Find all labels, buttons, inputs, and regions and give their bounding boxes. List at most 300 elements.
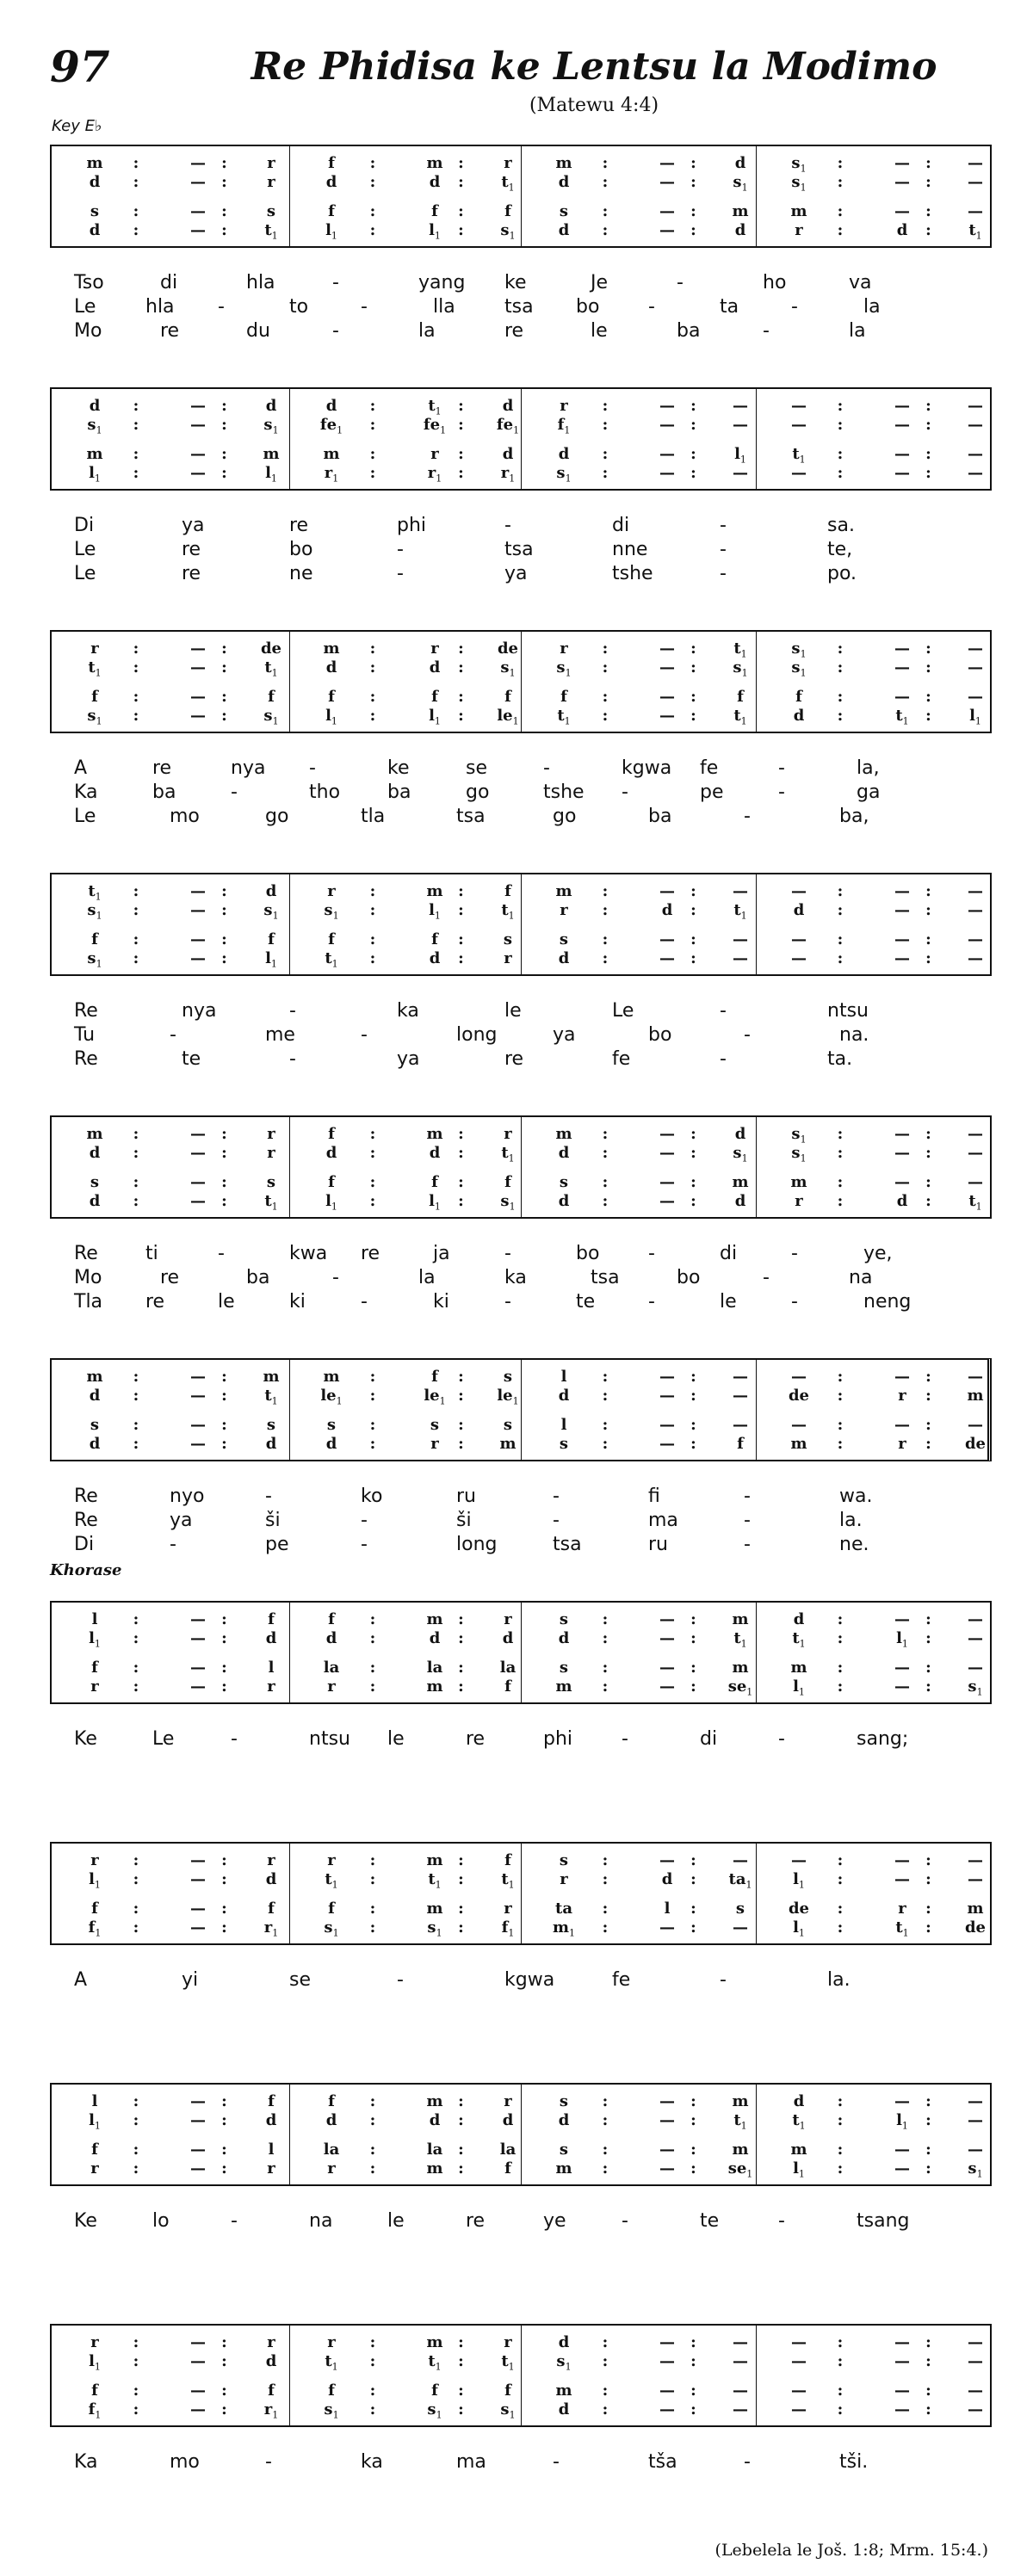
note-cell: —	[894, 1677, 910, 1696]
beat-separator: :	[221, 882, 227, 900]
beat-separator: :	[925, 901, 931, 919]
beat-separator: :	[458, 2111, 464, 2129]
beat-separator: :	[690, 949, 696, 967]
note-cell: s	[90, 1416, 100, 1434]
beat-separator: :	[690, 1387, 696, 1405]
lyric-syllable: tsa	[504, 539, 534, 560]
lyric-syllable: ti	[145, 1243, 158, 1264]
lyric-line	[50, 515, 992, 539]
note-cell: —	[894, 2333, 910, 2351]
lyric-syllable: -	[791, 1291, 798, 1313]
beat-separator: :	[133, 2400, 139, 2418]
beat-separator: :	[369, 1144, 376, 1162]
note-cell: f	[431, 930, 438, 948]
lyric-syllable: ba,	[839, 806, 869, 827]
note-cell: $t_1$	[895, 707, 909, 727]
lyric-syllable: Re	[74, 1486, 98, 1507]
lyric-syllable: A	[74, 1969, 88, 1991]
lyric-syllable: fe	[612, 1969, 631, 1991]
beat-separator: :	[133, 707, 139, 725]
beat-separator: :	[925, 2400, 931, 2418]
lyric-syllable: tša	[648, 2451, 677, 2473]
beat-separator: :	[925, 2352, 931, 2370]
note-cell: $s_1$	[733, 173, 748, 194]
note-cell: d	[325, 397, 337, 415]
beat-separator: :	[458, 901, 464, 919]
note-cell: —	[968, 1173, 983, 1191]
note-cell: f	[268, 1900, 275, 1918]
note-cell: m	[732, 2140, 749, 2159]
note-cell: la	[426, 2140, 443, 2159]
beat-separator: :	[690, 1192, 696, 1210]
lyric-syllable: se	[466, 757, 487, 779]
note-cell: d	[429, 173, 441, 191]
beat-separator: :	[369, 1659, 376, 1677]
lyric-syllable: Ka	[74, 781, 98, 803]
lyric-syllable: ka	[397, 1000, 419, 1022]
lyric-syllable: mo	[170, 2451, 200, 2473]
note-cell: —	[190, 1416, 206, 1434]
note-cell: r	[560, 901, 568, 919]
note-cell: —	[733, 2381, 748, 2400]
note-cell: f	[328, 154, 335, 172]
note-cell: $fe_1$	[319, 416, 343, 436]
beat-separator: :	[221, 154, 227, 172]
lyric-syllable: ki	[289, 1291, 306, 1313]
lyric-syllable: -	[218, 296, 225, 318]
beat-separator: :	[133, 416, 139, 434]
note-cell: —	[894, 154, 910, 172]
note-cell: m	[426, 1851, 443, 1869]
lyric-syllable: tshe	[543, 781, 585, 803]
note-cell: m	[86, 154, 103, 172]
lyric-syllable: -	[648, 1243, 655, 1264]
note-cell: s	[90, 1173, 100, 1191]
note-cell: —	[659, 1144, 675, 1162]
lyrics-block	[50, 272, 992, 344]
lyric-syllable: Le	[74, 539, 96, 560]
lyric-syllable: hla	[145, 296, 175, 318]
note-cell: —	[659, 202, 675, 220]
lyric-syllable: ke	[387, 757, 410, 779]
lyric-syllable: me	[265, 1024, 295, 1046]
note-cell: f	[431, 688, 438, 706]
note-cell: —	[791, 930, 807, 948]
note-cell: —	[659, 639, 675, 658]
beat-separator: :	[458, 930, 464, 948]
note-cell: f	[268, 2092, 275, 2110]
note-cell: —	[190, 397, 206, 415]
beat-separator: :	[221, 2092, 227, 2110]
note-cell: —	[190, 416, 206, 434]
note-cell: —	[659, 154, 675, 172]
note-cell: m	[790, 1435, 807, 1453]
note-cell: —	[190, 1173, 206, 1191]
beat-separator: :	[458, 1629, 464, 1647]
note-cell: r	[267, 173, 275, 191]
beat-separator: :	[133, 882, 139, 900]
lyric-syllable: -	[231, 2210, 238, 2232]
beat-separator: :	[837, 464, 844, 482]
beat-separator: :	[925, 2159, 931, 2178]
note-cell: —	[190, 1144, 206, 1162]
note-cell: —	[659, 1610, 675, 1628]
note-cell: —	[659, 1851, 675, 1869]
lyric-syllable: -	[231, 1728, 238, 1750]
note-cell: $r_1$	[263, 1918, 279, 1939]
note-cell: $s_1$	[500, 1192, 516, 1213]
note-cell: $l_1$	[793, 2159, 805, 2180]
beat-separator: :	[458, 2381, 464, 2400]
lyric-syllable: re	[160, 1267, 180, 1288]
lyric-syllable: fe	[700, 757, 719, 779]
note-cell: d	[793, 2092, 805, 2110]
beat-separator: :	[602, 1416, 609, 1434]
note-cell: —	[733, 2400, 748, 2418]
lyrics-block	[50, 1969, 992, 1993]
beat-separator: :	[221, 1144, 227, 1162]
note-cell: s	[559, 1435, 569, 1453]
beat-separator: :	[925, 688, 931, 706]
note-cell: —	[968, 639, 983, 658]
beat-separator: :	[133, 445, 139, 463]
beat-separator: :	[369, 2140, 376, 2159]
note-cell: l	[664, 1900, 671, 1918]
note-cell: —	[190, 1851, 206, 1869]
beat-separator: :	[458, 1416, 464, 1434]
lyric-syllable: re	[160, 320, 180, 342]
lyric-syllable: fe	[612, 1048, 631, 1070]
note-cell: —	[190, 2092, 206, 2110]
beat-separator: :	[221, 2140, 227, 2159]
note-cell: s	[503, 1368, 513, 1386]
lyric-syllable: ko	[361, 1486, 383, 1507]
beat-separator: :	[602, 221, 609, 239]
beat-separator: :	[925, 2140, 931, 2159]
note-cell: d	[502, 445, 514, 463]
beat-separator: :	[690, 1125, 696, 1143]
note-cell: $l_1$	[793, 1677, 805, 1698]
beat-separator: :	[221, 901, 227, 919]
beat-separator: :	[837, 1192, 844, 1210]
note-cell: r	[267, 2333, 275, 2351]
note-cell: $l_1$	[896, 1629, 908, 1650]
beat-separator: :	[690, 1851, 696, 1869]
note-cell: d	[502, 2111, 514, 2129]
note-cell: m	[790, 202, 807, 220]
beat-separator: :	[221, 639, 227, 658]
note-cell: d	[558, 2333, 570, 2351]
beat-separator: :	[837, 688, 844, 706]
note-cell: f	[504, 2159, 511, 2178]
lyric-syllable: bo	[289, 539, 313, 560]
lyric-syllable: -	[553, 2451, 560, 2473]
note-cell: d	[265, 2111, 277, 2129]
note-cell: d	[558, 1387, 570, 1405]
note-cell: f	[431, 1368, 438, 1386]
lyric-line	[50, 539, 992, 563]
note-cell: r	[898, 1435, 906, 1453]
note-cell: d	[558, 173, 570, 191]
beat-separator: :	[602, 1387, 609, 1405]
note-cell: —	[190, 1125, 206, 1143]
beat-separator: :	[369, 1900, 376, 1918]
beat-separator: :	[690, 882, 696, 900]
note-cell: d	[89, 1192, 101, 1210]
note-cell: $t_1$	[733, 639, 747, 660]
note-cell: —	[659, 1387, 675, 1405]
lyric-syllable: phi	[543, 1728, 573, 1750]
note-cell: d	[558, 1192, 570, 1210]
note-cell: s	[559, 2092, 569, 2110]
note-cell: —	[190, 2333, 206, 2351]
lyric-syllable: ba	[246, 1267, 270, 1288]
lyric-syllable: la.	[839, 1510, 863, 1531]
beat-separator: :	[458, 1144, 464, 1162]
note-cell: la	[426, 1659, 443, 1677]
note-cell: d	[558, 221, 570, 239]
lyric-syllable: du	[246, 320, 270, 342]
hymn-header	[0, 0, 1033, 135]
lyric-syllable: yi	[182, 1969, 199, 1991]
lyric-syllable: Ke	[74, 2210, 97, 2232]
lyric-syllable: ba	[677, 320, 701, 342]
note-cell: $s_1$	[324, 1918, 339, 1939]
note-cell: —	[659, 1677, 675, 1696]
note-cell: m	[732, 202, 749, 220]
note-cell: $t_1$	[501, 173, 515, 194]
note-cell: r	[504, 154, 512, 172]
lyric-syllable: lla	[433, 296, 455, 318]
beat-separator: :	[602, 2159, 609, 2178]
note-cell: —	[659, 1918, 675, 1937]
beat-separator: :	[925, 882, 931, 900]
note-cell: —	[968, 464, 983, 482]
note-cell: —	[659, 2400, 675, 2418]
lyric-line	[50, 1000, 992, 1024]
beat-separator: :	[369, 1851, 376, 1869]
beat-separator: :	[837, 173, 844, 191]
note-cell: —	[968, 445, 983, 463]
beat-separator: :	[369, 1125, 376, 1143]
note-cell: f	[504, 2381, 511, 2400]
lyric-line	[50, 320, 992, 344]
note-cell: —	[968, 901, 983, 919]
lyric-syllable: -	[744, 1486, 751, 1507]
stanza-block	[50, 1358, 992, 1558]
note-cell: f	[328, 930, 335, 948]
beat-separator: :	[369, 2400, 376, 2418]
lyric-line	[50, 272, 992, 296]
beat-separator: :	[690, 464, 696, 482]
note-cell: f	[328, 1900, 335, 1918]
lyric-syllable: tsa	[591, 1267, 620, 1288]
lyric-syllable: -	[504, 1291, 511, 1313]
beat-separator: :	[458, 2140, 464, 2159]
beat-separator: :	[133, 397, 139, 415]
note-cell: d	[265, 2352, 277, 2370]
beat-separator: :	[925, 416, 931, 434]
note-cell: m	[263, 1368, 280, 1386]
beat-separator: :	[925, 154, 931, 172]
lyric-line	[50, 1486, 992, 1510]
beat-separator: :	[602, 2140, 609, 2159]
beat-separator: :	[837, 658, 844, 676]
note-cell: $ta_1$	[728, 1870, 752, 1891]
lyric-syllable: -	[309, 757, 316, 779]
note-cell: f	[91, 930, 98, 948]
note-cell: d	[793, 707, 805, 725]
note-cell: $t_1$	[501, 2352, 515, 2373]
beat-separator: :	[837, 154, 844, 172]
lyrics-block	[50, 757, 992, 830]
beat-separator: :	[602, 1125, 609, 1143]
beat-separator: :	[458, 2352, 464, 2370]
note-cell: $s_1$	[500, 2400, 516, 2421]
lyric-syllable: Ke	[74, 1728, 97, 1750]
note-cell: d	[734, 154, 746, 172]
lyric-syllable: -	[332, 320, 339, 342]
beat-separator: :	[925, 173, 931, 191]
note-cell: r	[430, 639, 439, 658]
note-cell: —	[190, 1918, 206, 1937]
beat-separator: :	[458, 639, 464, 658]
beat-separator: :	[602, 882, 609, 900]
beat-separator: :	[133, 1870, 139, 1888]
beat-separator: :	[837, 2092, 844, 2110]
note-cell: $se_1$	[727, 2159, 753, 2180]
lyric-syllable: ka	[361, 2451, 383, 2473]
note-cell: de	[788, 1900, 810, 1918]
beat-separator: :	[690, 688, 696, 706]
beat-separator: :	[837, 2400, 844, 2418]
note-cell: —	[733, 1851, 748, 1869]
note-cell: $t_1$	[428, 397, 442, 417]
note-cell: —	[968, 2352, 983, 2370]
lyric-syllable: la	[418, 320, 436, 342]
note-cell: f	[795, 688, 802, 706]
beat-separator: :	[602, 639, 609, 658]
lyrics-block	[50, 1486, 992, 1558]
note-cell: $s_1$	[87, 416, 102, 436]
lyric-syllable: go	[466, 781, 490, 803]
solfa-score	[50, 2324, 992, 2427]
note-cell: d	[325, 1629, 337, 1647]
lyric-syllable: -	[622, 781, 628, 803]
lyric-syllable: le	[387, 2210, 405, 2232]
note-cell: —	[968, 1144, 983, 1162]
beat-separator: :	[925, 1677, 931, 1696]
lyric-syllable: re	[361, 1243, 380, 1264]
note-cell: f	[91, 1659, 98, 1677]
beat-separator: :	[369, 1677, 376, 1696]
note-cell: d	[558, 949, 570, 967]
lyric-syllable: te	[700, 2210, 720, 2232]
note-cell: d	[793, 1610, 805, 1628]
lyric-syllable: la	[418, 1267, 436, 1288]
note-cell: m	[555, 1125, 572, 1143]
lyric-syllable: -	[170, 1534, 176, 1555]
note-cell: —	[659, 1629, 675, 1647]
note-cell: $le_1$	[497, 1387, 519, 1407]
beat-separator: :	[458, 707, 464, 725]
note-cell: —	[659, 416, 675, 434]
lyric-syllable: nne	[612, 539, 648, 560]
beat-separator: :	[133, 1659, 139, 1677]
note-cell: —	[968, 688, 983, 706]
lyric-syllable: la	[849, 320, 866, 342]
beat-separator: :	[221, 1435, 227, 1453]
note-cell: —	[190, 658, 206, 676]
note-cell: r	[327, 882, 336, 900]
stanza-block	[50, 387, 992, 587]
note-cell: l	[91, 2092, 98, 2110]
lyric-syllable: ntsu	[309, 1728, 350, 1750]
note-cell: —	[190, 2381, 206, 2400]
beat-separator: :	[690, 1677, 696, 1696]
note-cell: —	[894, 882, 910, 900]
lyric-syllable: -	[170, 1024, 176, 1046]
beat-separator: :	[133, 1173, 139, 1191]
lyric-syllable: ntsu	[827, 1000, 869, 1022]
beat-separator: :	[221, 2381, 227, 2400]
beat-separator: :	[837, 445, 844, 463]
lyric-syllable: tla	[361, 806, 386, 827]
beat-separator: :	[369, 930, 376, 948]
note-cell: —	[733, 1416, 748, 1434]
lyric-syllable: -	[332, 272, 339, 293]
beat-separator: :	[133, 2159, 139, 2178]
note-cell: —	[659, 2111, 675, 2129]
note-cell: $s_1$	[968, 2159, 983, 2180]
beat-separator: :	[602, 1659, 609, 1677]
note-cell: $s_1$	[968, 1677, 983, 1698]
note-cell: r	[504, 1610, 512, 1628]
note-cell: $t_1$	[968, 221, 982, 242]
stanza-block	[50, 873, 992, 1072]
solfa-score	[50, 1842, 992, 1945]
note-cell: —	[894, 901, 910, 919]
note-cell: —	[894, 1870, 910, 1888]
beat-separator: :	[925, 1192, 931, 1210]
lyric-syllable: Re	[74, 1243, 98, 1264]
beat-separator: :	[133, 1677, 139, 1696]
lyric-syllable: -	[744, 806, 751, 827]
beat-separator: :	[925, 1900, 931, 1918]
note-cell: —	[733, 1387, 748, 1405]
beat-separator: :	[602, 2333, 609, 2351]
lyric-syllable: re	[152, 757, 172, 779]
lyric-syllable: ta	[720, 296, 739, 318]
note-cell: m	[499, 1435, 516, 1453]
note-cell: —	[190, 1368, 206, 1386]
note-cell: $l_1$	[89, 1629, 101, 1650]
beat-separator: :	[458, 1192, 464, 1210]
beat-separator: :	[690, 1629, 696, 1647]
beat-separator: :	[458, 2400, 464, 2418]
note-cell: f	[504, 688, 511, 706]
beat-separator: :	[837, 2333, 844, 2351]
note-cell: $t_1$	[501, 1870, 515, 1891]
beat-separator: :	[690, 2333, 696, 2351]
note-cell: —	[190, 1677, 206, 1696]
note-cell: d	[558, 1629, 570, 1647]
lyric-syllable: ma	[648, 1510, 678, 1531]
beat-separator: :	[221, 1851, 227, 1869]
lyric-syllable: di	[700, 1728, 718, 1750]
note-cell: —	[894, 688, 910, 706]
beat-separator: :	[602, 202, 609, 220]
